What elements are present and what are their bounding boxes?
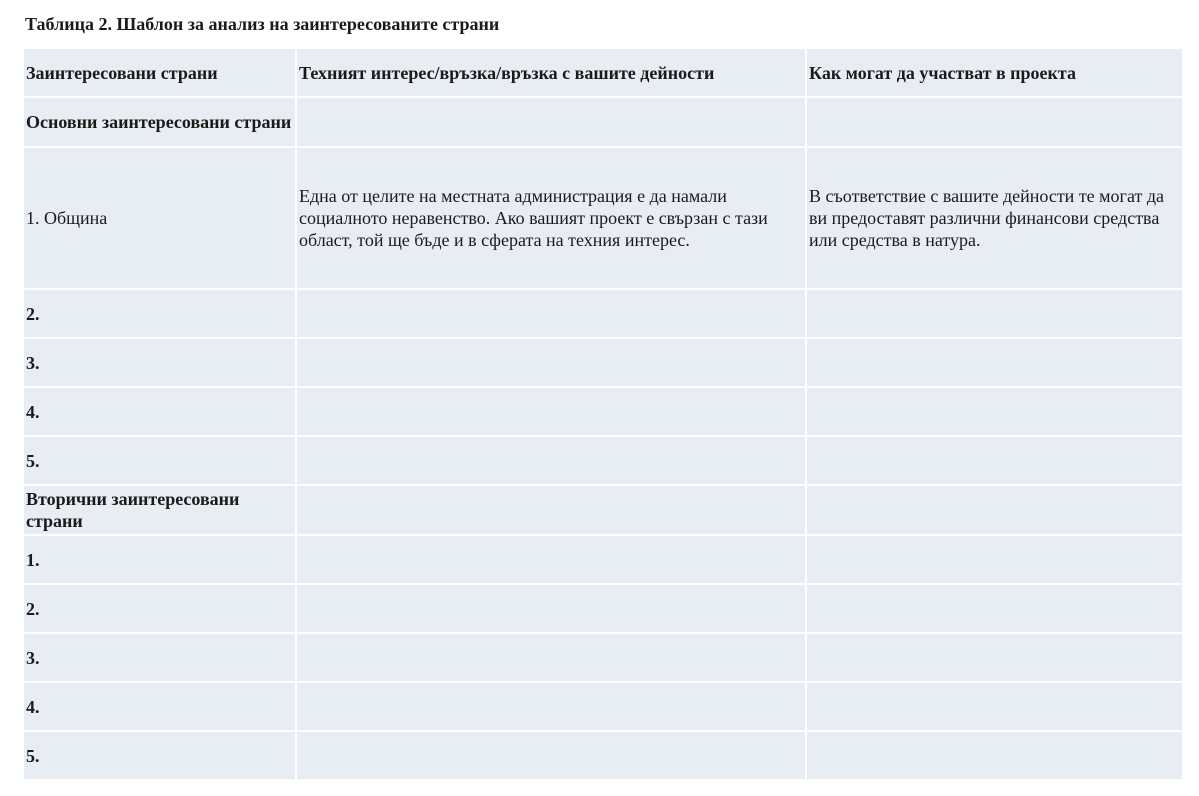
table-cell [296,387,806,436]
header-row [23,48,1183,97]
row-label: 3. [23,338,296,387]
table-cell [296,485,806,535]
table-cell [296,682,806,731]
row-label: 5. [23,436,296,485]
row-label: 4. [23,682,296,731]
table-cell [806,535,1183,584]
table-cell [296,338,806,387]
header-interest: Техният интерес/връзка/връзка с вашите дейности [296,48,806,97]
table-row [23,633,1183,682]
table-cell [806,485,1183,535]
table-cell [806,436,1183,485]
table-row [23,682,1183,731]
table-cell [296,584,806,633]
table-row [23,731,1183,780]
header-participation: Как могат да участват в проекта [806,48,1183,97]
table-cell [296,731,806,780]
table-cell [296,535,806,584]
table-cell [806,584,1183,633]
municipality-interest-text: Една от целите на местната администрация е да намали социалното неравенство. Ако вашият проект е свързан с тази област, той ще бъде и в сферата на техния интерес. [296,147,806,289]
row-label: 3. [23,633,296,682]
table-cell [296,289,806,338]
table-cell [806,633,1183,682]
municipality-participation-text: В съответствие с вашите дейности те могат да ви предоставят различни финансови средства или средства в натура. [806,147,1183,289]
row-label: 5. [23,731,296,780]
section-label-primary: Основни заинтересовани страни [23,97,296,147]
stakeholder-analysis-table [22,47,1184,781]
row-label: 2. [23,289,296,338]
row-label-municipality: 1. Община [23,147,296,289]
table-cell [806,338,1183,387]
row-label: 1. [23,535,296,584]
table-row [23,535,1183,584]
table-row-municipality [23,147,1183,289]
table-cell [806,97,1183,147]
section-row-primary [23,97,1183,147]
section-row-secondary [23,485,1183,535]
table-cell [296,436,806,485]
table-caption: Таблица 2. Шаблон за анализ на заинтересованите страни [25,14,500,34]
table-cell [806,387,1183,436]
table-cell [296,633,806,682]
table-row [23,436,1183,485]
table-row [23,289,1183,338]
section-label-secondary: Вторични заинтересовани страни [23,485,296,535]
table-cell [806,289,1183,338]
table-cell [806,731,1183,780]
row-label: 4. [23,387,296,436]
table-cell [806,682,1183,731]
table-row [23,387,1183,436]
table-row [23,584,1183,633]
header-stakeholders: Заинтересовани страни [23,48,296,97]
row-label: 2. [23,584,296,633]
table-row [23,338,1183,387]
table-cell [296,97,806,147]
